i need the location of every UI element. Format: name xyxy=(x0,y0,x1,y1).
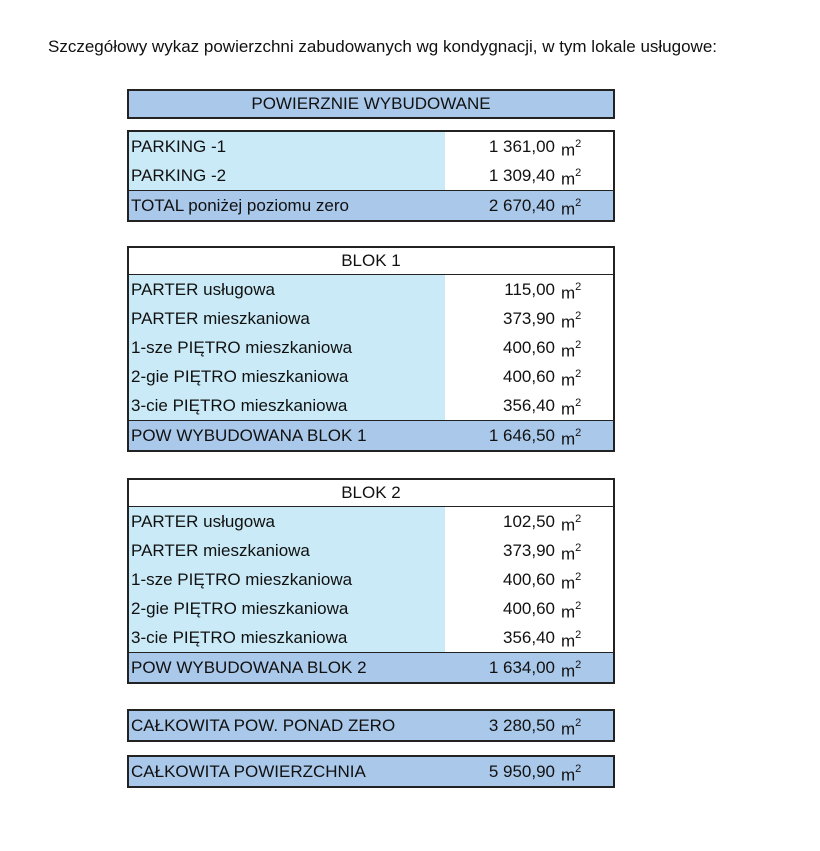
area-unit: $m^2$ xyxy=(561,571,582,593)
area-unit: $m^2$ xyxy=(561,281,582,303)
row-label: PARTER usługowa xyxy=(129,275,445,304)
row-value: 356,40 xyxy=(503,628,555,647)
area-unit: $m^2$ xyxy=(561,427,582,449)
row-label: PARTER mieszkaniowa xyxy=(129,304,445,333)
row-value: 373,90 xyxy=(503,541,555,560)
area-unit: $m^2$ xyxy=(561,659,582,681)
area-unit: $m^2$ xyxy=(561,138,582,160)
row-label: PARTER mieszkaniowa xyxy=(129,536,445,565)
total-value: 2 670,40 xyxy=(488,196,555,215)
grand-total-box xyxy=(127,755,615,788)
area-unit: $m^2$ xyxy=(561,167,582,189)
above-zero-box xyxy=(127,709,615,742)
row-label: 2-gie PIĘTRO mieszkaniowa xyxy=(129,594,445,623)
row-value: 1 309,40 xyxy=(488,166,555,185)
total-row xyxy=(129,420,613,450)
main-header-box xyxy=(127,89,615,119)
area-unit: $m^2$ xyxy=(561,513,582,535)
row-value: 400,60 xyxy=(503,367,555,386)
grand-total-label: CAŁKOWITA POWIERZCHNIA xyxy=(129,757,445,786)
total-label: POW WYBUDOWANA BLOK 1 xyxy=(129,421,445,450)
total-label: POW WYBUDOWANA BLOK 2 xyxy=(129,653,445,682)
area-unit: $m^2$ xyxy=(561,629,582,651)
table-row xyxy=(129,391,613,420)
total-value: 1 634,00 xyxy=(488,658,555,677)
table-row xyxy=(129,161,613,190)
table-row xyxy=(129,333,613,362)
document-heading: Szczegółowy wykaz powierzchni zabudowanych wg kondygnacji, w tym lokale usługowe: xyxy=(48,37,717,56)
table-row xyxy=(129,507,613,536)
above-zero-label: CAŁKOWITA POW. PONAD ZERO xyxy=(129,711,445,740)
row-value: 400,60 xyxy=(503,599,555,618)
row-label: PARTER usługowa xyxy=(129,507,445,536)
table-row xyxy=(129,594,613,623)
total-value: 1 646,50 xyxy=(488,426,555,445)
area-unit: $m^2$ xyxy=(561,339,582,361)
total-label: TOTAL poniżej poziomu zero xyxy=(129,191,445,220)
table-row xyxy=(129,132,613,161)
grand-total-value: 5 950,90 xyxy=(488,762,555,781)
area-unit: $m^2$ xyxy=(561,368,582,390)
row-label: 2-gie PIĘTRO mieszkaniowa xyxy=(129,362,445,391)
table-row xyxy=(129,362,613,391)
blok2-title: BLOK 2 xyxy=(129,480,613,507)
row-label: PARKING -2 xyxy=(129,161,445,190)
area-unit: $m^2$ xyxy=(561,542,582,564)
parking-table xyxy=(127,130,615,222)
area-unit: $m^2$ xyxy=(561,717,582,739)
table-row xyxy=(129,275,613,304)
table-row xyxy=(129,304,613,333)
table-row xyxy=(129,536,613,565)
total-row xyxy=(129,652,613,682)
blok2-table xyxy=(127,478,615,684)
row-label: PARKING -1 xyxy=(129,132,445,161)
row-value: 400,60 xyxy=(503,338,555,357)
row-label: 1-sze PIĘTRO mieszkaniowa xyxy=(129,565,445,594)
row-value: 115,00 xyxy=(504,280,555,299)
row-value: 102,50 xyxy=(503,512,555,531)
grand-total-row xyxy=(129,757,613,786)
row-label: 1-sze PIĘTRO mieszkaniowa xyxy=(129,333,445,362)
blok1-title: BLOK 1 xyxy=(129,248,613,275)
area-unit: $m^2$ xyxy=(561,310,582,332)
area-unit: $m^2$ xyxy=(561,600,582,622)
row-value: 400,60 xyxy=(503,570,555,589)
above-zero-row xyxy=(129,711,613,740)
area-unit: $m^2$ xyxy=(561,197,582,219)
row-label: 3-cie PIĘTRO mieszkaniowa xyxy=(129,391,445,420)
row-value: 356,40 xyxy=(503,396,555,415)
total-row xyxy=(129,190,613,220)
row-label: 3-cie PIĘTRO mieszkaniowa xyxy=(129,623,445,652)
blok1-table xyxy=(127,246,615,452)
area-unit: $m^2$ xyxy=(561,397,582,419)
row-value: 373,90 xyxy=(503,309,555,328)
table-row xyxy=(129,623,613,652)
row-value: 1 361,00 xyxy=(488,137,555,156)
table-row xyxy=(129,565,613,594)
above-zero-value: 3 280,50 xyxy=(488,716,555,735)
area-unit: $m^2$ xyxy=(561,763,582,785)
main-header: POWIERZNIE WYBUDOWANE xyxy=(129,91,613,117)
